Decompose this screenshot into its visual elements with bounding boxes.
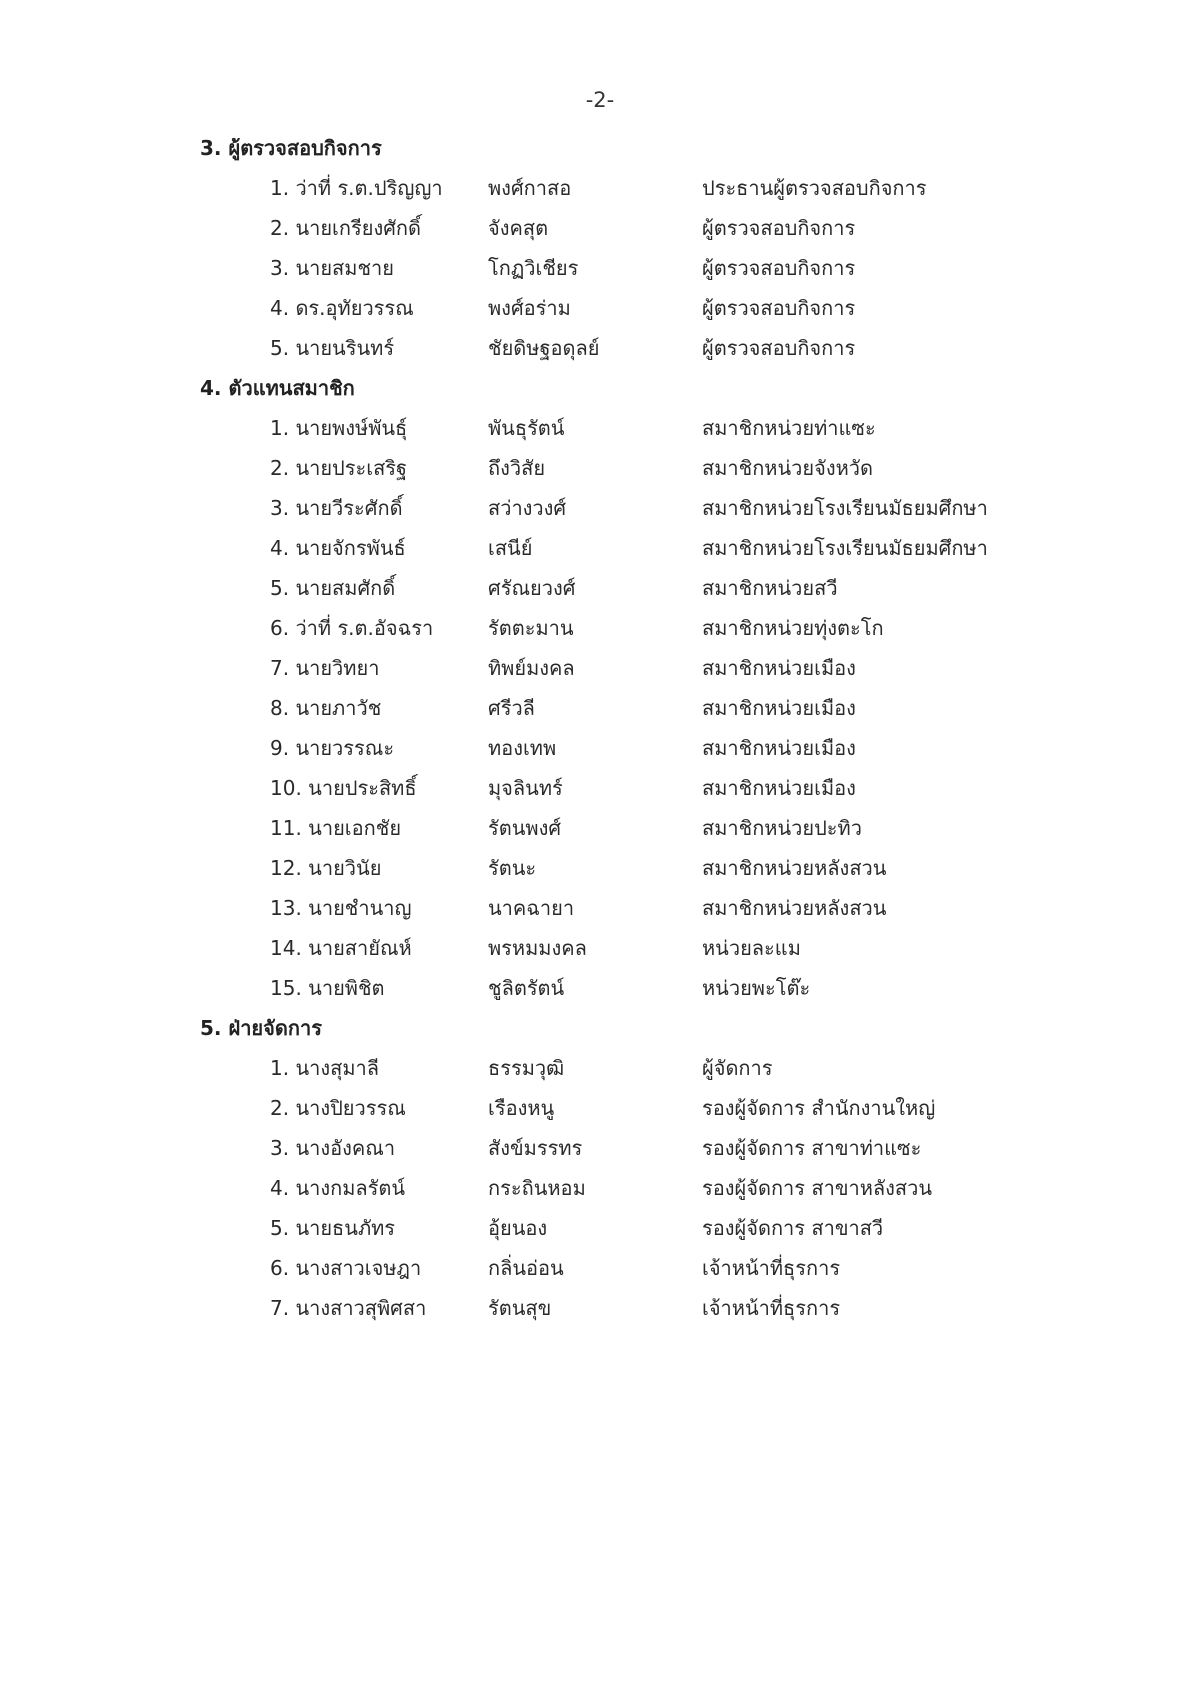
member-row — [200, 488, 1100, 528]
member-row — [200, 648, 1100, 688]
member-name: 4. นายจักรพันธ์ — [270, 536, 406, 560]
member-name: 12. นายวินัย — [270, 856, 382, 880]
member-row — [200, 1208, 1100, 1248]
member-surname: สว่างวงศ์ — [488, 496, 567, 520]
member-name: 5. นายนรินทร์ — [270, 336, 395, 360]
member-row — [200, 1168, 1100, 1208]
member-name: 2. นายประเสริฐ — [270, 456, 408, 480]
member-surname: พันธุรัตน์ — [488, 416, 565, 440]
section-heading: 5. ฝ่ายจัดการ — [200, 1016, 322, 1040]
member-row — [200, 968, 1100, 1008]
member-position: สมาชิกหน่วยหลังสวน — [702, 856, 887, 880]
member-position: สมาชิกหน่วยเมือง — [702, 776, 856, 800]
member-position: สมาชิกหน่วยสวี — [702, 576, 838, 600]
member-position: ผู้ตรวจสอบกิจการ — [702, 336, 856, 360]
section-heading: 4. ตัวแทนสมาชิก — [200, 376, 355, 400]
member-name: 4. ดร.อุทัยวรรณ — [270, 296, 414, 320]
member-surname: รัตตะมาน — [488, 616, 574, 640]
member-position: สมาชิกหน่วยโรงเรียนมัธยมศึกษา — [702, 496, 988, 520]
member-surname: ทองเทพ — [488, 736, 557, 760]
member-surname: ธรรมวุฒิ — [488, 1056, 565, 1080]
member-name: 9. นายวรรณะ — [270, 736, 395, 760]
member-position: หน่วยละแม — [702, 936, 801, 960]
member-position: เจ้าหน้าที่ธุรการ — [702, 1296, 841, 1320]
member-position: รองผู้จัดการ สาขาหลังสวน — [702, 1176, 933, 1200]
member-name: 3. นายวีระศักดิ์ — [270, 496, 403, 520]
member-row — [200, 328, 1100, 368]
member-name: 2. นางปิยวรรณ — [270, 1096, 406, 1120]
member-name: 7. นางสาวสุพิศสา — [270, 1296, 427, 1320]
page-number: -2- — [585, 88, 615, 112]
member-name: 14. นายสายัณห์ — [270, 936, 412, 960]
member-name: 3. นางอังคณา — [270, 1136, 396, 1160]
member-surname: กระถินหอม — [488, 1176, 586, 1200]
member-position: ผู้ตรวจสอบกิจการ — [702, 256, 856, 280]
member-row — [200, 608, 1100, 648]
member-position: สมาชิกหน่วยทุ่งตะโก — [702, 616, 884, 640]
member-row — [200, 808, 1100, 848]
member-row — [200, 1288, 1100, 1328]
member-position: สมาชิกหน่วยโรงเรียนมัธยมศึกษา — [702, 536, 988, 560]
section-auditors — [200, 128, 1100, 368]
member-row — [200, 1248, 1100, 1288]
member-position: รองผู้จัดการ สำนักงานใหญ่ — [702, 1096, 936, 1120]
member-name: 3. นายสมชาย — [270, 256, 394, 280]
member-row — [200, 288, 1100, 328]
member-name: 15. นายพิชิต — [270, 976, 385, 1000]
member-position: สมาชิกหน่วยท่าแซะ — [702, 416, 876, 440]
member-name: 5. นายธนภัทร — [270, 1216, 396, 1240]
member-row — [200, 568, 1100, 608]
member-surname: ทิพย์มงคล — [488, 656, 575, 680]
member-row — [200, 208, 1100, 248]
member-row — [200, 1048, 1100, 1088]
member-name: 1. ว่าที่ ร.ต.ปริญญา — [270, 176, 443, 200]
member-surname: ถึงวิสัย — [488, 456, 546, 480]
member-surname: ศรัณยวงศ์ — [488, 576, 576, 600]
member-position: สมาชิกหน่วยเมือง — [702, 696, 856, 720]
member-name: 1. นางสุมาลี — [270, 1056, 379, 1080]
section-heading: 3. ผู้ตรวจสอบกิจการ — [200, 136, 382, 160]
member-name: 5. นายสมศักดิ์ — [270, 576, 396, 600]
member-surname: พรหมมงคล — [488, 936, 587, 960]
member-position: หน่วยพะโต๊ะ — [702, 976, 811, 1000]
member-position: สมาชิกหน่วยหลังสวน — [702, 896, 887, 920]
section-management — [200, 1008, 1100, 1328]
member-surname: ชูลิตรัตน์ — [488, 976, 565, 1000]
member-position: สมาชิกหน่วยเมือง — [702, 656, 856, 680]
member-position: สมาชิกหน่วยปะทิว — [702, 816, 862, 840]
member-surname: รัตนสุข — [488, 1296, 552, 1320]
member-name: 7. นายวิทยา — [270, 656, 380, 680]
member-surname: ชัยดิษฐอดุลย์ — [488, 336, 600, 360]
member-position: ผู้จัดการ — [702, 1056, 773, 1080]
member-position: ผู้ตรวจสอบกิจการ — [702, 296, 856, 320]
member-surname: โกฏวิเชียร — [488, 256, 579, 280]
member-row — [200, 1128, 1100, 1168]
member-row — [200, 688, 1100, 728]
member-position: สมาชิกหน่วยเมือง — [702, 736, 856, 760]
member-surname: กลิ่นอ่อน — [488, 1256, 564, 1280]
member-name: 1. นายพงษ์พันธุ์ — [270, 416, 408, 440]
member-row — [200, 168, 1100, 208]
member-surname: พงศ์กาสอ — [488, 176, 572, 200]
member-name: 10. นายประสิทธิ์ — [270, 776, 417, 800]
member-position: รองผู้จัดการ สาขาสวี — [702, 1216, 884, 1240]
member-position: สมาชิกหน่วยจังหวัด — [702, 456, 873, 480]
member-surname: นาคฉายา — [488, 896, 575, 920]
member-name: 13. นายชำนาญ — [270, 896, 412, 920]
member-surname: พงศ์อร่าม — [488, 296, 571, 320]
member-name: 6. นางสาวเจษฎา — [270, 1256, 422, 1280]
member-surname: มุจลินทร์ — [488, 776, 563, 800]
member-position: ประธานผู้ตรวจสอบกิจการ — [702, 176, 927, 200]
section-member-representatives — [200, 368, 1100, 1008]
member-row — [200, 248, 1100, 288]
member-surname: สังข์มรรทร — [488, 1136, 583, 1160]
member-surname: ศรีวลี — [488, 696, 535, 720]
member-row — [200, 848, 1100, 888]
member-surname: จังคสุต — [488, 216, 549, 240]
member-name: 2. นายเกรียงศักดิ์ — [270, 216, 422, 240]
member-row — [200, 928, 1100, 968]
member-surname: อุ้ยนอง — [488, 1216, 548, 1240]
member-row — [200, 1088, 1100, 1128]
member-name: 11. นายเอกชัย — [270, 816, 402, 840]
member-name: 4. นางกมลรัตน์ — [270, 1176, 406, 1200]
member-name: 8. นายภาวัช — [270, 696, 382, 720]
member-surname: เสนีย์ — [488, 536, 533, 560]
member-row — [200, 448, 1100, 488]
member-surname: รัตนะ — [488, 856, 537, 880]
member-surname: เรืองหนู — [488, 1096, 555, 1120]
committee-sections — [200, 128, 1100, 1328]
member-row — [200, 768, 1100, 808]
member-row — [200, 528, 1100, 568]
member-position: ผู้ตรวจสอบกิจการ — [702, 216, 856, 240]
member-row — [200, 728, 1100, 768]
member-position: เจ้าหน้าที่ธุรการ — [702, 1256, 841, 1280]
member-position: รองผู้จัดการ สาขาท่าแซะ — [702, 1136, 922, 1160]
member-row — [200, 888, 1100, 928]
member-row — [200, 408, 1100, 448]
member-surname: รัตนพงศ์ — [488, 816, 562, 840]
member-name: 6. ว่าที่ ร.ต.อัจฉรา — [270, 616, 434, 640]
